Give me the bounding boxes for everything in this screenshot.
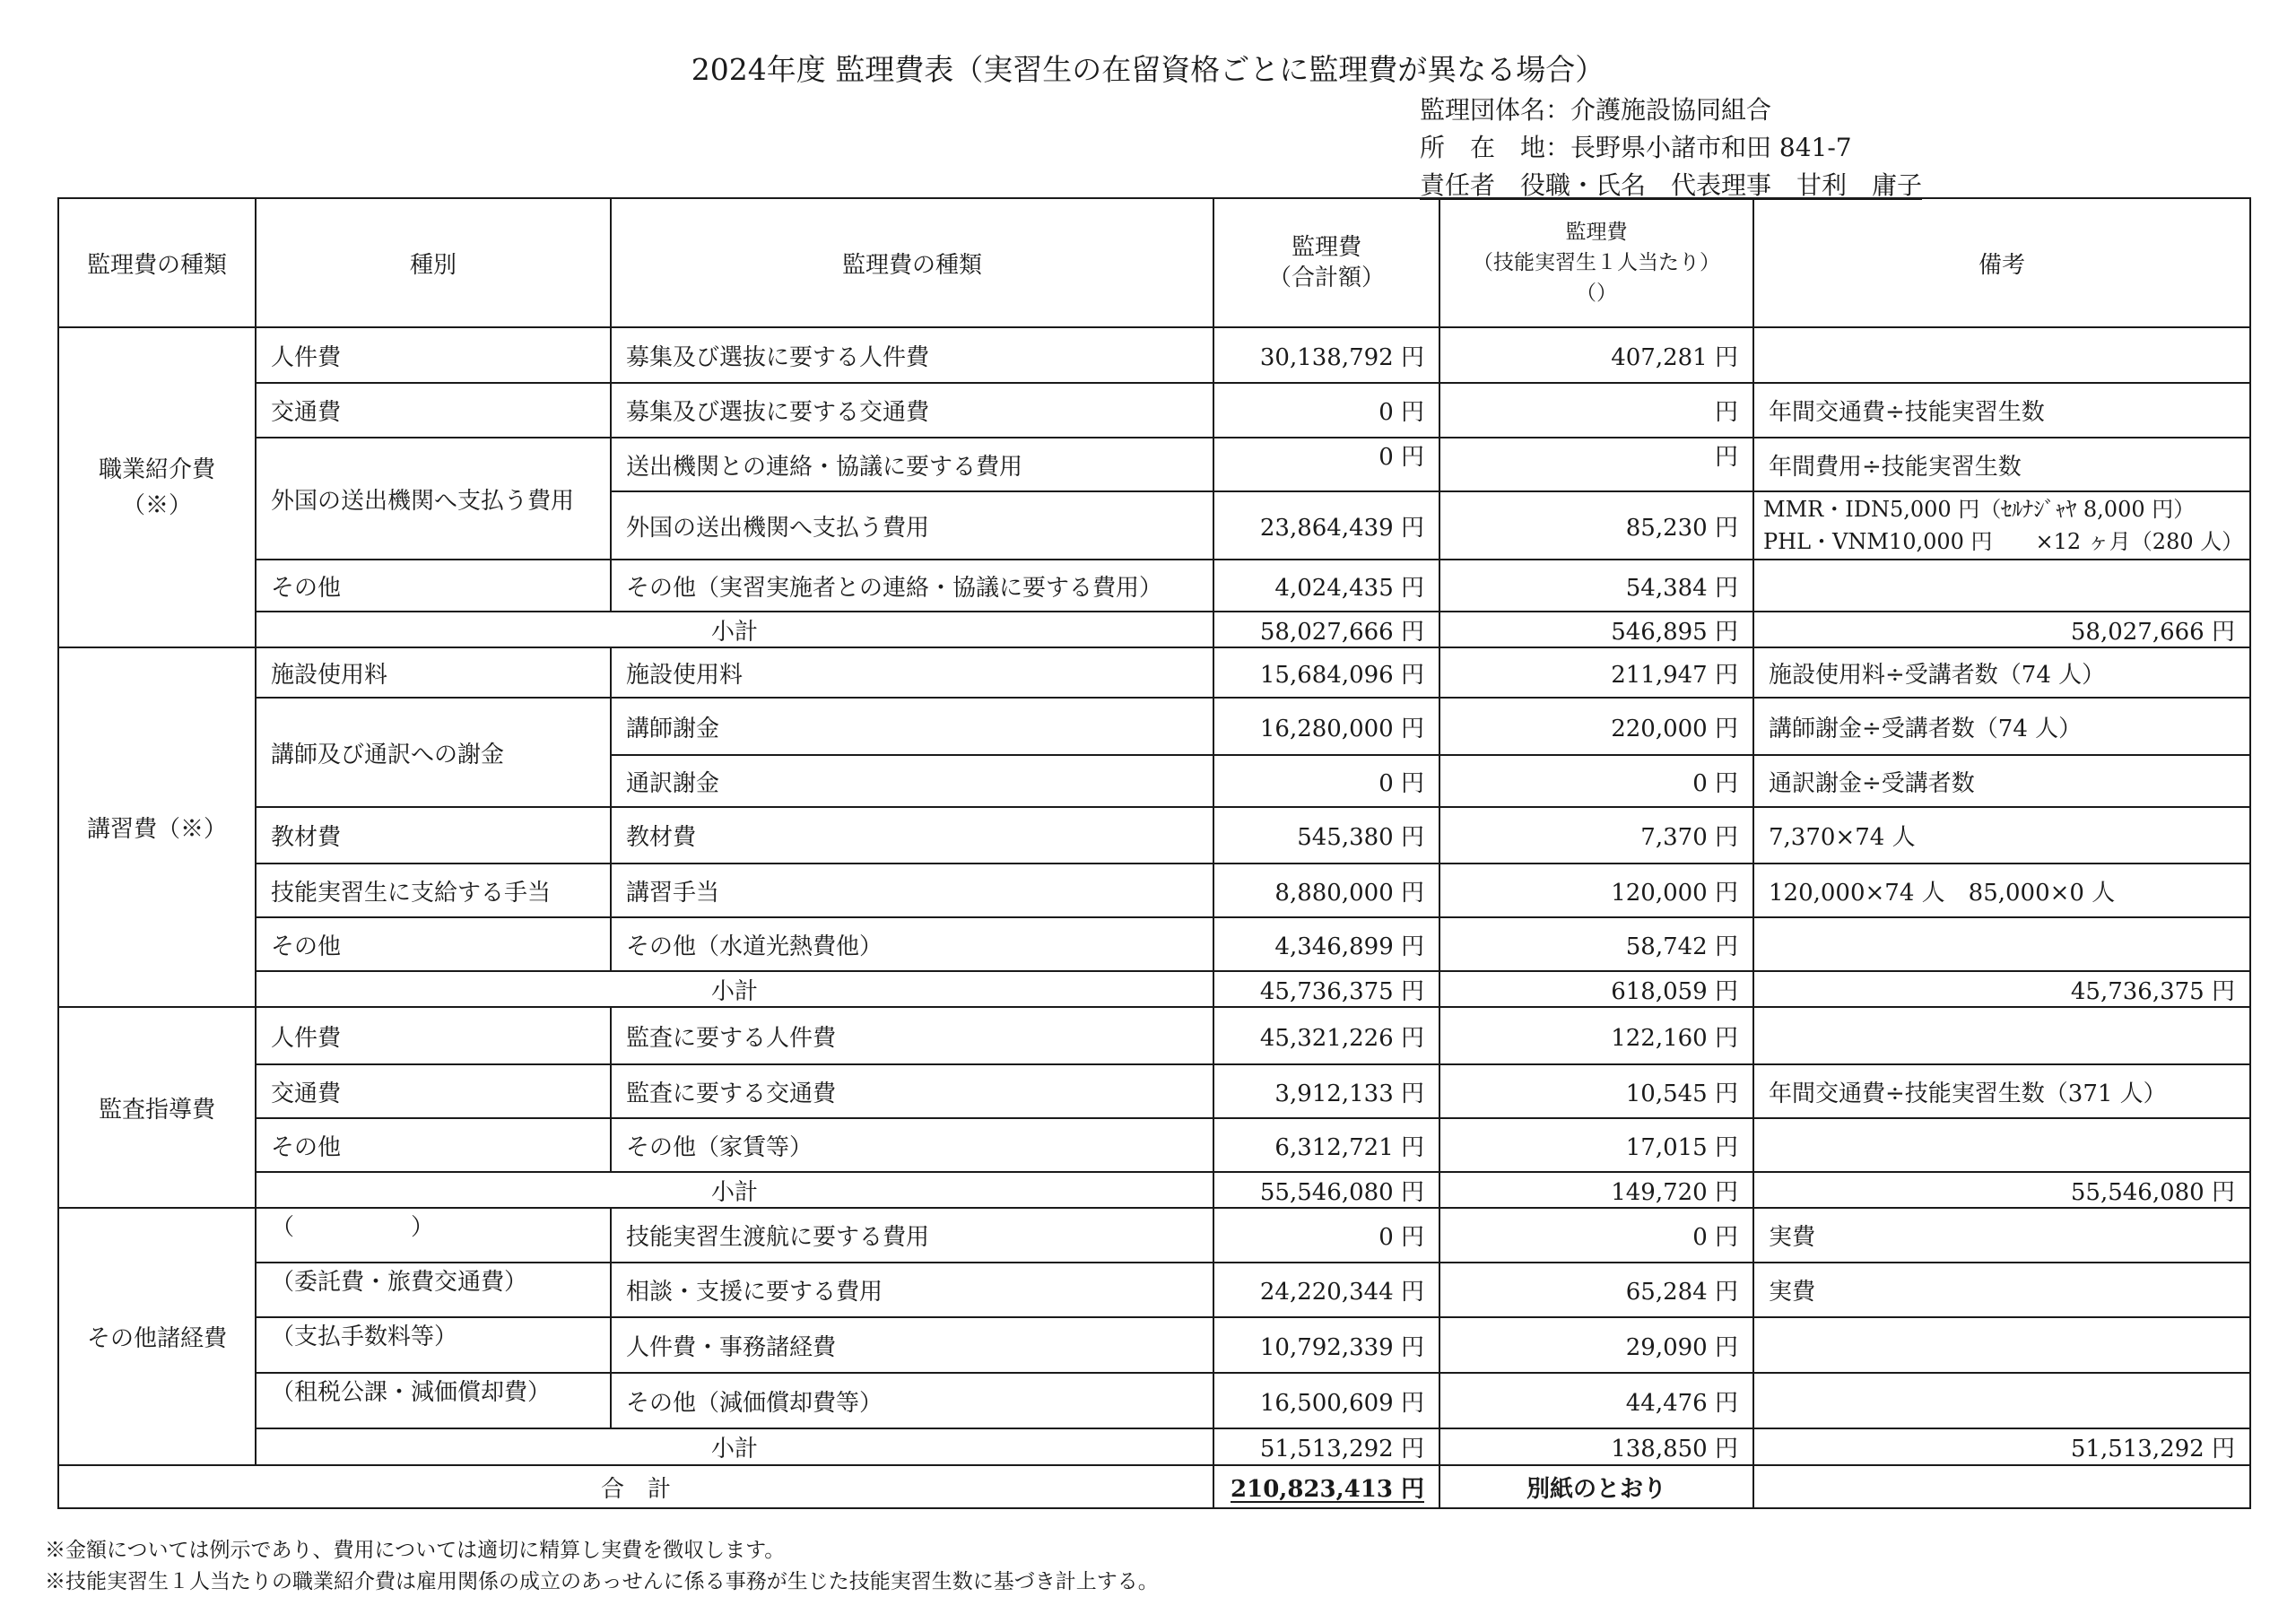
type-cell: 講師及び通訳への謝金 (256, 698, 611, 807)
footnote: ※金額については例示であり、費用については適切に精算し実費を徴収します。 (45, 1539, 786, 1562)
per-trainee-cell: 65,284 円 (1439, 1263, 1753, 1317)
per-trainee-cell: 17,015 円 (1439, 1118, 1753, 1172)
remarks-cell: 実費 (1753, 1208, 2250, 1263)
kind-cell: 募集及び選抜に要する交通費 (611, 383, 1213, 438)
remarks-cell: 実費 (1753, 1263, 2250, 1317)
total-cell: 545,380 円 (1213, 807, 1439, 864)
subtotal-row (58, 1172, 2250, 1208)
org-responsible: 責任者 役職・氏名 代表理事 甘利 庸子 (1420, 170, 1923, 200)
subtotal-total: 55,546,080 円 (1213, 1172, 1439, 1208)
kind-cell: 通訳謝金 (611, 755, 1213, 807)
kind-cell: 講習手当 (611, 864, 1213, 917)
per-trainee-cell: 0 円 (1439, 1208, 1753, 1263)
remarks-cell (1753, 1373, 2250, 1428)
kind-cell: 技能実習生渡航に要する費用 (611, 1208, 1213, 1263)
total-cell: 16,500,609 円 (1213, 1373, 1439, 1428)
per-trainee-cell: 44,476 円 (1439, 1373, 1753, 1428)
section-name: 職業紹介費 （※） (58, 327, 256, 647)
remarks-cell (1753, 917, 2250, 971)
subtotal-total: 45,736,375 円 (1213, 971, 1439, 1007)
per-trainee-cell: 円 (1439, 383, 1753, 438)
table-row (58, 647, 2250, 698)
total-cell: 24,220,344 円 (1213, 1263, 1439, 1317)
header-row (58, 198, 2250, 327)
kind-cell: 相談・支援に要する費用 (611, 1263, 1213, 1317)
type-cell: 施設使用料 (256, 647, 611, 698)
total-cell: 0 円 (1213, 438, 1439, 491)
remarks-cell: MMR・IDN5,000 円（ｾﾙﾅｼﾞｬﾔ 8,000 円） PHL・VNM10,000 円 ×12 ヶ月（280 人） (1753, 491, 2250, 560)
grand-total-remarks (1753, 1465, 2250, 1508)
subtotal-label: 小計 (256, 612, 1213, 647)
total-cell: 15,684,096 円 (1213, 647, 1439, 698)
per-trainee-cell: 54,384 円 (1439, 560, 1753, 612)
kind-cell: その他（水道光熱費他） (611, 917, 1213, 971)
per-trainee-cell: 0 円 (1439, 755, 1753, 807)
total-cell: 0 円 (1213, 755, 1439, 807)
subtotal-row (58, 1428, 2250, 1465)
grand-total-label: 合 計 (58, 1465, 1213, 1508)
header-type: 種別 (256, 198, 611, 327)
subtotal-remarks: 55,546,080 円 (1753, 1172, 2250, 1208)
kind-cell: 人件費・事務諸経費 (611, 1317, 1213, 1373)
per-trainee-cell: 122,160 円 (1439, 1007, 1753, 1064)
total-cell: 4,024,435 円 (1213, 560, 1439, 612)
subtotal-label: 小計 (256, 1428, 1213, 1465)
total-cell: 16,280,000 円 (1213, 698, 1439, 755)
remarks-cell: 通訳謝金÷受講者数 (1753, 755, 2250, 807)
type-cell: 人件費 (256, 327, 611, 383)
footnote: ※技能実習生１人当たりの職業紹介費は雇用関係の成立のあっせんに係る事務が生じた技能実習生数に基づき計上する。 (45, 1570, 1159, 1593)
per-trainee-cell: 220,000 円 (1439, 698, 1753, 755)
table-row (58, 1007, 2250, 1064)
type-cell: 交通費 (256, 383, 611, 438)
remarks-cell (1753, 1007, 2250, 1064)
table-row (58, 698, 2250, 755)
type-cell: 外国の送出機関へ支払う費用 (256, 438, 611, 560)
type-cell: （支払手数料等） (256, 1317, 611, 1373)
total-cell: 4,346,899 円 (1213, 917, 1439, 971)
table-row (58, 1263, 2250, 1317)
remarks-cell: 7,370×74 人 (1753, 807, 2250, 864)
remarks-cell (1753, 1118, 2250, 1172)
subtotal-per-trainee: 618,059 円 (1439, 971, 1753, 1007)
per-trainee-cell: 120,000 円 (1439, 864, 1753, 917)
table-row (58, 1208, 2250, 1263)
per-trainee-cell: 85,230 円 (1439, 491, 1753, 560)
subtotal-remarks: 45,736,375 円 (1753, 971, 2250, 1007)
remarks-cell (1753, 1317, 2250, 1373)
total-cell: 0 円 (1213, 383, 1439, 438)
org-name: 監理団体名：介護施設協同組合 (1420, 95, 1772, 125)
per-trainee-cell: 7,370 円 (1439, 807, 1753, 864)
subtotal-remarks: 51,513,292 円 (1753, 1428, 2250, 1465)
grand-total-amount (1213, 1465, 1439, 1508)
remarks-cell: 講師謝金÷受講者数（74 人） (1753, 698, 2250, 755)
table-row (58, 438, 2250, 491)
header-category: 監理費の種類 (58, 198, 256, 327)
type-cell: 教材費 (256, 807, 611, 864)
header-total-amount: 監理費 （合計額） (1213, 198, 1439, 327)
remarks-cell: 年間交通費÷技能実習生数 (1753, 383, 2250, 438)
section-name: 監査指導費 (58, 1007, 256, 1208)
total-cell: 30,138,792 円 (1213, 327, 1439, 383)
subtotal-total: 58,027,666 円 (1213, 612, 1439, 647)
type-cell: （委託費・旅費交通費） (256, 1263, 611, 1317)
subtotal-remarks: 58,027,666 円 (1753, 612, 2250, 647)
total-cell: 45,321,226 円 (1213, 1007, 1439, 1064)
table-row (58, 917, 2250, 971)
kind-cell: 監査に要する人件費 (611, 1007, 1213, 1064)
page-title: 2024年度 監理費表（実習生の在留資格ごとに監理費が異なる場合） (691, 52, 1605, 87)
per-trainee-cell: 円 (1439, 438, 1753, 491)
subtotal-label: 小計 (256, 1172, 1213, 1208)
subtotal-row (58, 612, 2250, 647)
subtotal-per-trainee: 138,850 円 (1439, 1428, 1753, 1465)
remarks-cell (1753, 327, 2250, 383)
grand-total-per-trainee: 別紙のとおり (1439, 1465, 1753, 1508)
type-cell: （ ） (256, 1208, 611, 1263)
per-trainee-cell: 58,742 円 (1439, 917, 1753, 971)
type-cell: その他 (256, 1118, 611, 1172)
subtotal-label: 小計 (256, 971, 1213, 1007)
header-remarks: 備考 (1753, 198, 2250, 327)
table-row (58, 864, 2250, 917)
table-row (58, 1317, 2250, 1373)
per-trainee-cell: 29,090 円 (1439, 1317, 1753, 1373)
kind-cell: 講師謝金 (611, 698, 1213, 755)
kind-cell: 送出機関との連絡・協議に要する費用 (611, 438, 1213, 491)
remarks-cell: 年間費用÷技能実習生数 (1753, 438, 2250, 491)
kind-cell: その他（家賃等） (611, 1118, 1213, 1172)
organization-info (1420, 91, 1922, 204)
type-cell: 人件費 (256, 1007, 611, 1064)
remarks-cell: 120,000×74 人 85,000×0 人 (1753, 864, 2250, 917)
table-row (58, 383, 2250, 438)
table-row (58, 560, 2250, 612)
subtotal-total: 51,513,292 円 (1213, 1428, 1439, 1465)
table-row (58, 1373, 2250, 1428)
subtotal-row (58, 971, 2250, 1007)
remarks-cell: 年間交通費÷技能実習生数（371 人） (1753, 1064, 2250, 1118)
kind-cell: その他（減価償却費等） (611, 1373, 1213, 1428)
type-cell: 交通費 (256, 1064, 611, 1118)
total-cell: 3,912,133 円 (1213, 1064, 1439, 1118)
type-cell: 技能実習生に支給する手当 (256, 864, 611, 917)
grand-total-value: 210,823,413 円 (1231, 1475, 1424, 1503)
table-row (58, 1118, 2250, 1172)
total-cell: 10,792,339 円 (1213, 1317, 1439, 1373)
kind-cell: 施設使用料 (611, 647, 1213, 698)
header-kind: 監理費の種類 (611, 198, 1213, 327)
type-cell: その他 (256, 560, 611, 612)
per-trainee-cell: 211,947 円 (1439, 647, 1753, 698)
remarks-cell (1753, 560, 2250, 612)
header-per-trainee: 監理費 （技能実習生１人当たり） （） (1439, 198, 1753, 327)
remarks-cell: 施設使用料÷受講者数（74 人） (1753, 647, 2250, 698)
subtotal-per-trainee: 546,895 円 (1439, 612, 1753, 647)
table-row (58, 807, 2250, 864)
section-name: 講習費（※） (58, 647, 256, 1007)
table-row (58, 1064, 2250, 1118)
kind-cell: 教材費 (611, 807, 1213, 864)
total-cell: 0 円 (1213, 1208, 1439, 1263)
type-cell: （租税公課・減価償却費） (256, 1373, 611, 1428)
total-cell: 6,312,721 円 (1213, 1118, 1439, 1172)
total-cell: 8,880,000 円 (1213, 864, 1439, 917)
kind-cell: 外国の送出機関へ支払う費用 (611, 491, 1213, 560)
section-name: その他諸経費 (58, 1208, 256, 1465)
total-cell: 23,864,439 円 (1213, 491, 1439, 560)
org-address: 所 在 地：長野県小諸市和田 841-7 (1420, 133, 1852, 162)
grand-total-row (58, 1465, 2250, 1508)
type-cell: その他 (256, 917, 611, 971)
per-trainee-cell: 407,281 円 (1439, 327, 1753, 383)
table-row (58, 327, 2250, 383)
fee-table (57, 197, 2251, 1509)
kind-cell: その他（実習実施者との連絡・協議に要する費用） (611, 560, 1213, 612)
kind-cell: 監査に要する交通費 (611, 1064, 1213, 1118)
subtotal-per-trainee: 149,720 円 (1439, 1172, 1753, 1208)
kind-cell: 募集及び選抜に要する人件費 (611, 327, 1213, 383)
per-trainee-cell: 10,545 円 (1439, 1064, 1753, 1118)
